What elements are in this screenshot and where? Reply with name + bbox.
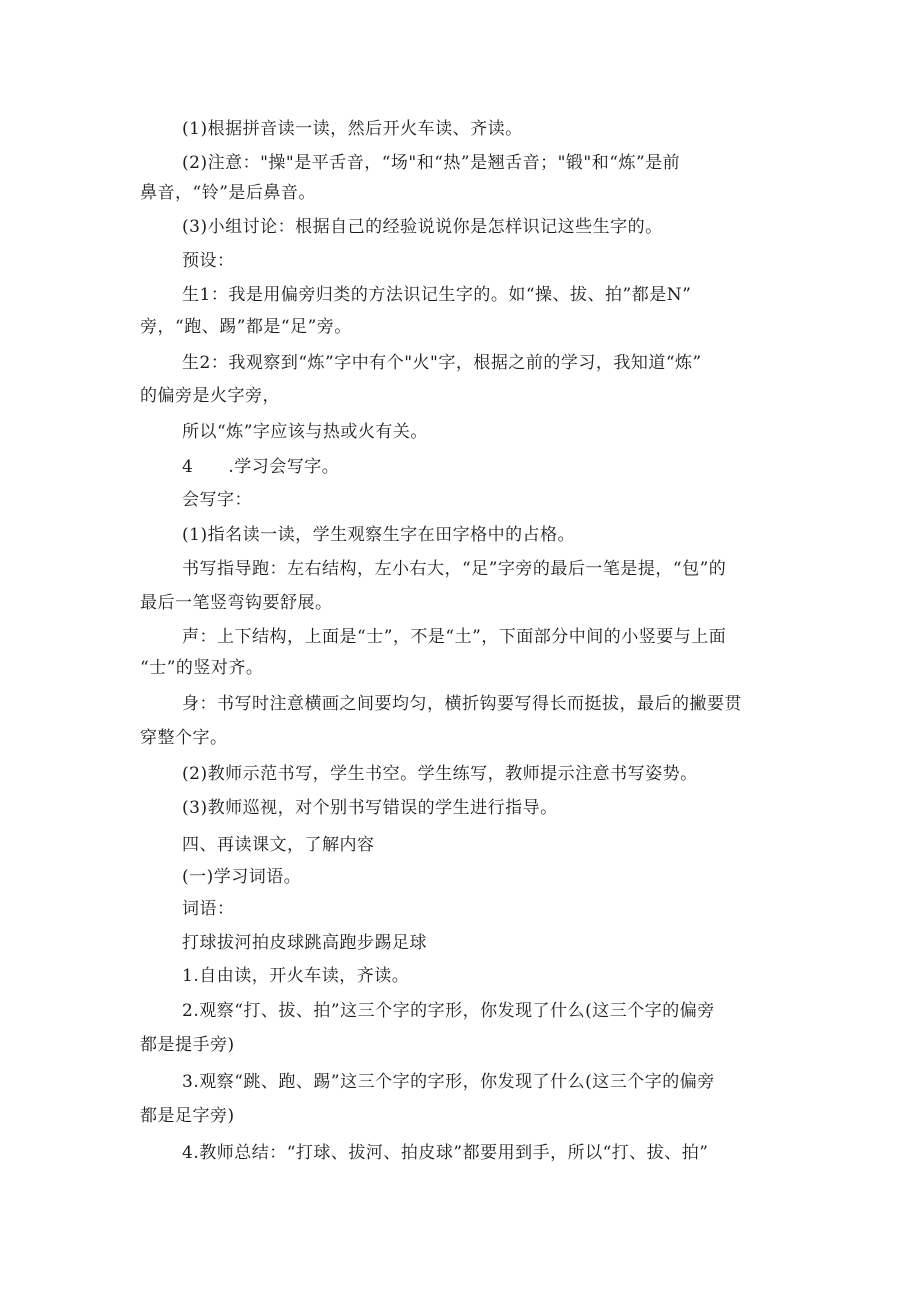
text-line: 身：书写时注意横画之间要均匀，横折钩要写得长而挺拔，最后的撇要贯 [182,694,742,714]
text-line: 2.观察“打、拔、拍”这三个字的字形，你发现了什么(这三个字的偏旁 [182,1001,715,1021]
text-line: 鼻音，“铃”是后鼻音。 [140,183,316,203]
text-line: 书写指导跑：左右结构，左小右大，“足”字旁的最后一笔是提，“包”的 [182,559,727,579]
text-line: 生2：我观察到“炼”字中有个"火"字，根据之前的学习，我知道“炼” [182,353,702,373]
text-line: “士”的竖对齐。 [140,658,264,678]
text-line: (一)学习词语。 [182,867,302,887]
text-line: (1)根据拼音读一读，然后开火车读、齐读。 [182,119,523,139]
text-line: 的偏旁是火字旁， [140,386,280,406]
text-line: 最后一笔竖弯钩要舒展。 [140,593,333,613]
text-line: 词语： [182,899,235,919]
text-line: (3)小组讨论：根据自己的经验说说你是怎样识记这些生字的。 [182,217,663,237]
text-line: 生1：我是用偏旁归类的方法识记生字的。如“操、拔、拍”都是N” [182,285,692,305]
text-line: (2)注意："操"是平舌音，“场"和“热”是翘舌音；"锻"和“炼”是前 [182,153,681,173]
text-line: 所以“炼”字应该与热或火有关。 [182,422,428,442]
text-line: 4 .学习会写字。 [182,457,340,477]
text-line: (2)教师示范书写，学生书空。学生练写，教师提示注意书写姿势。 [182,764,698,784]
text-line: 打球拔河拍皮球跳高跑步踢足球 [182,933,427,953]
text-line: 1.自由读，开火车读，齐读。 [182,966,410,986]
text-line: 预设： [182,251,235,271]
text-line: 穿整个字。 [140,728,228,748]
text-line: (1)指名读一读，学生观察生字在田字格中的占格。 [182,525,576,545]
text-line: 都是提手旁) [140,1035,235,1055]
text-line: 旁，“跑、踢”都是“足”旁。 [140,317,352,337]
text-line: 四、再读课文，了解内容 [182,835,375,855]
text-line: 都是足字旁) [140,1106,235,1126]
text-line: 声：上下结构，上面是“士”，不是“土”，下面部分中间的小竖要与上面 [182,627,727,647]
text-line: 会写字： [182,490,252,510]
text-line: 4.教师总结：“打球、拔河、拍皮球”都要用到手，所以“打、拔、拍” [182,1143,709,1163]
text-line: (3)教师巡视，对个别书写错误的学生进行指导。 [182,798,558,818]
text-line: 3.观察“跳、跑、踢”这三个字的字形，你发现了什么(这三个字的偏旁 [182,1072,715,1092]
